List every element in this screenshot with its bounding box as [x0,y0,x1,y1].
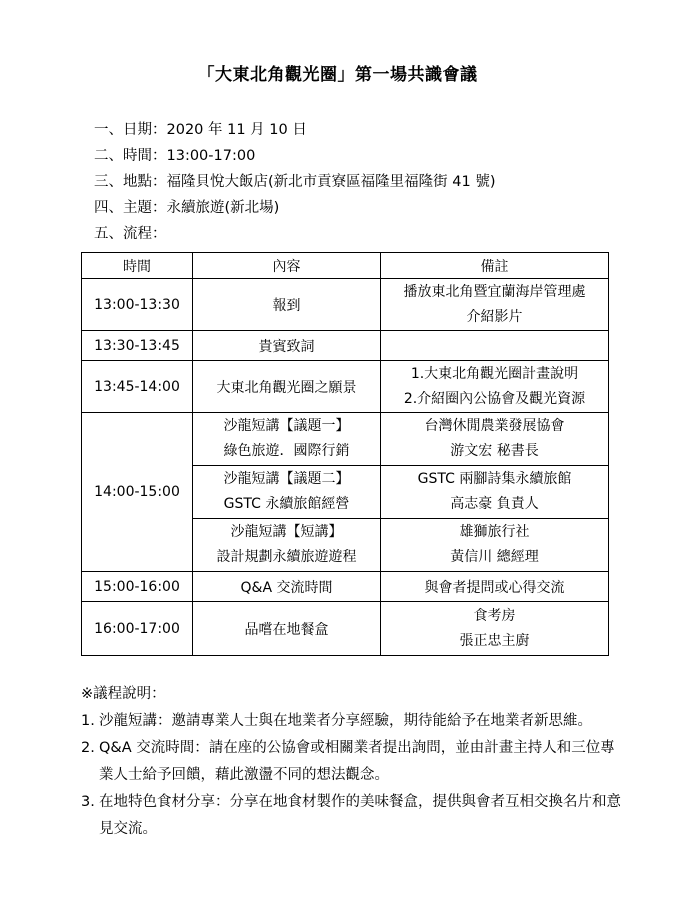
content-line: 設計規劃永續旅遊遊程 [216,549,357,565]
content-cell [193,466,381,519]
note-line: 與會者提問或心得交流 [424,579,565,596]
note-line: 播放東北角暨宜蘭海岸管理處 [403,283,586,300]
table-row [82,331,609,361]
time-cell: 13:00-13:30 [82,279,193,331]
agenda-notes [81,681,621,843]
note-cell [381,572,609,602]
time-cell: 13:30-13:45 [82,331,193,361]
note-line: 介紹影片 [466,308,523,325]
content-line: 沙龍短講【議題二】 [223,471,350,487]
note-line: 食考房 [473,607,516,624]
content-line: 品嚐在地餐盒 [244,621,329,638]
time-cell: 13:45-14:00 [82,361,193,413]
note-cell [381,413,609,466]
info-location: 三、地點：福隆貝悅大飯店(新北市貢寮區福隆里福隆街 41 號) [94,174,496,190]
content-cell [193,413,381,466]
info-time: 二、時間：13:00-17:00 [94,148,256,164]
content-line: 貴賓致詞 [258,338,315,355]
note-text: 在地特色食材分享：分享在地食材製作的美味餐盒，提供與會者互相交換名片和意見交流。 [99,794,621,837]
note-line: 2.介紹圈內公協會及觀光資源 [403,390,586,407]
time-cell: 14:00-15:00 [82,413,193,572]
header-time: 時間 [82,253,193,279]
note-line: 1.大東北角觀光圈計畫說明 [410,365,579,382]
note-cell [381,361,609,413]
notes-heading: ※議程說明： [81,686,166,702]
content-line: GSTC 永續旅館經營 [223,496,350,512]
note-cell [381,279,609,331]
note-cell [381,519,609,572]
note-line: 雄獅旅行社 [459,524,530,540]
table-row [82,572,609,602]
info-date: 一、日期：2020 年 11 月 10 日 [94,122,307,138]
note-cell-empty [381,331,609,361]
note-line: 高志豪 負責人 [450,496,539,512]
content-line: 大東北角觀光圈之願景 [216,379,357,396]
note-line: 黃信川 總經理 [450,549,539,565]
note-cell [381,602,609,656]
content-cell [193,519,381,572]
note-item [81,789,621,843]
content-cell [193,331,381,361]
note-number: 3. [81,794,95,810]
content-line: Q&A 交流時間 [240,579,333,596]
document-title: 「大東北角觀光圈」第一場共識會議 [197,65,478,85]
note-number: 1. [81,713,95,729]
table-row [82,279,609,331]
header-content: 內容 [193,253,381,279]
note-text: 沙龍短講：邀請專業人士與在地業者分享經驗，期待能給予在地業者新思維。 [99,713,592,729]
note-line: 游文宏 秘書長 [450,443,539,459]
note-number: 2. [81,740,95,756]
note-item [81,735,621,789]
table-row [82,361,609,413]
note-line: 台灣休閒農業發展協會 [424,418,565,434]
time-cell: 16:00-17:00 [82,602,193,656]
note-cell [381,466,609,519]
note-line: 張正忠主廚 [459,632,530,649]
info-agenda-label: 五、流程： [94,226,167,242]
meeting-info [94,117,495,247]
table-row [82,602,609,656]
content-line: 沙龍短講【短講】 [230,524,343,540]
content-cell [193,279,381,331]
content-line: 綠色旅遊．國際行銷 [223,443,350,459]
content-cell [193,572,381,602]
time-cell: 15:00-16:00 [82,572,193,602]
table-row [82,413,609,466]
content-cell [193,602,381,656]
info-theme: 四、主題：永續旅遊(新北場) [94,200,280,216]
content-line: 沙龍短講【議題一】 [223,418,350,434]
note-item [81,708,621,735]
note-line: GSTC 兩腳詩集永續旅館 [417,471,572,487]
content-line: 報到 [272,297,301,314]
agenda-table [81,252,609,656]
header-note: 備註 [381,253,609,279]
table-header-row [82,253,609,279]
content-cell [193,361,381,413]
note-text: Q&A 交流時間：請在座的公協會或相關業者提出詢問，並由計畫主持人和三位專業人士給予回饋，藉此激盪不同的想法觀念。 [99,740,615,783]
